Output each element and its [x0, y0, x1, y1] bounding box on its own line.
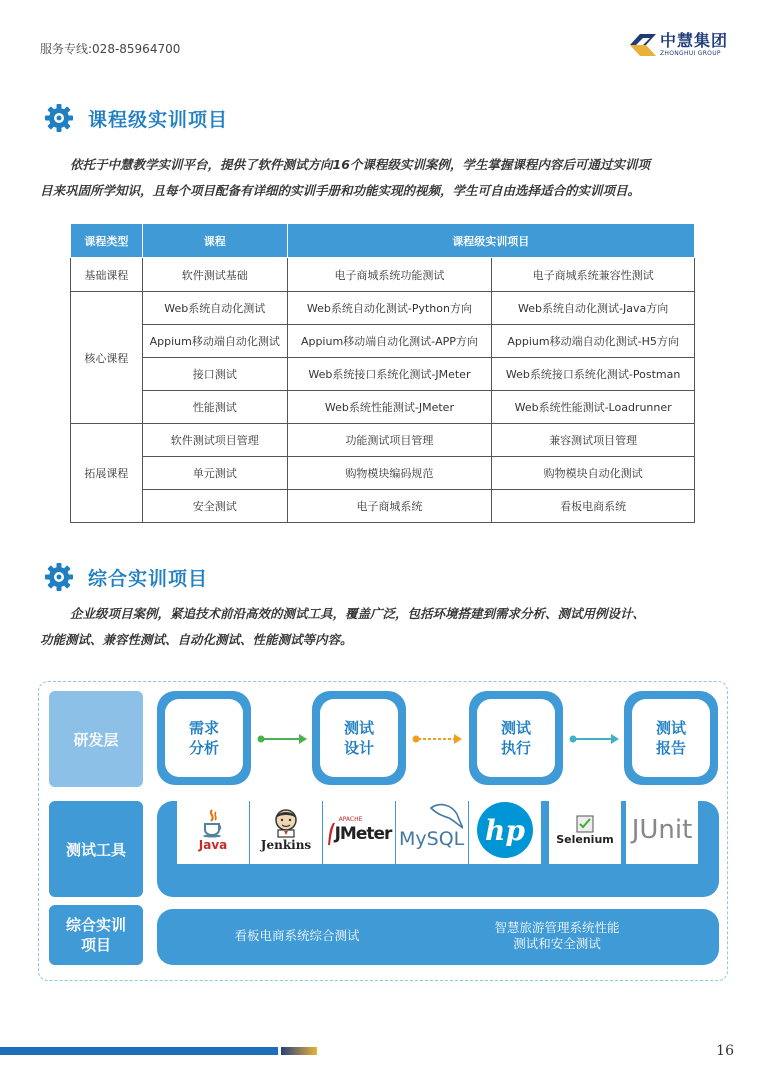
para-line: 企业级项目案例，紧追技术前沿高效的测试工具，覆盖广泛，包括环境搭建到需求分析、测试用例设计、: [70, 606, 646, 621]
selenium-logo: [549, 796, 621, 864]
course-cell: 安全测试: [142, 490, 287, 523]
logo-en: ZHONGHUI GROUP: [659, 50, 721, 57]
table-row: [71, 325, 695, 358]
section-title-integrated: [44, 562, 208, 592]
course-cell: 接口测试: [142, 358, 287, 391]
footer-bar-blue: [0, 1047, 278, 1055]
layer-label-line: 综合实训: [65, 916, 126, 934]
table-row: [71, 490, 695, 523]
logo-cn: 中慧集团: [659, 31, 728, 50]
layer-label-tools: 测试工具: [49, 801, 143, 897]
arrow-right-icon: [257, 733, 307, 745]
hp-logo: [469, 796, 541, 864]
java-label: Java: [198, 838, 228, 852]
logo-mark-icon: [630, 34, 656, 56]
layer-label-dev: 研发层: [49, 691, 143, 787]
step-design: [312, 691, 406, 785]
project-cell: Appium移动端自动化测试-APP方向: [287, 325, 492, 358]
project-cell: 看板电商系统: [492, 490, 695, 523]
section2-paragraph: [40, 601, 730, 653]
table-row: [71, 391, 695, 424]
project-cell: Web系统性能测试-Loadrunner: [492, 391, 695, 424]
table-row: [71, 457, 695, 490]
section1-paragraph: [40, 152, 730, 204]
step-requirements: [157, 691, 251, 785]
training-diagram: [38, 681, 728, 981]
step-text: 测试: [655, 719, 686, 737]
section-title-course: [44, 103, 228, 133]
step-report: [624, 691, 718, 785]
selenium-se-icon: [576, 815, 594, 833]
course-cell: Web系统自动化测试: [142, 292, 287, 325]
project-cell: 电子商城系统功能测试: [287, 258, 492, 292]
step-text: 报告: [655, 739, 686, 757]
step-text: 需求: [188, 719, 219, 737]
project-cell: Web系统接口系统化测试-JMeter: [287, 358, 492, 391]
jmeter-apache-label: APACHE: [338, 815, 363, 823]
table-row: [71, 258, 695, 292]
course-type-cell: 核心课程: [71, 292, 143, 424]
jmeter-feather-icon: [327, 823, 335, 845]
project-cell: 电子商城系统兼容性测试: [492, 258, 695, 292]
course-table: [70, 223, 695, 523]
project-cell: 兼容测试项目管理: [492, 424, 695, 457]
company-logo: [630, 33, 728, 57]
arrow-right-icon: [412, 733, 462, 745]
course-cell: 单元测试: [142, 457, 287, 490]
footer-bar-accent: [281, 1047, 317, 1055]
project-cell: 购物模块编码规范: [287, 457, 492, 490]
table-row: [71, 424, 695, 457]
arrow-right-icon: [569, 733, 619, 745]
junit-label: JUnit: [631, 815, 693, 845]
table-row: [71, 358, 695, 391]
step-text: 分析: [188, 739, 219, 757]
course-cell: 软件测试基础: [142, 258, 287, 292]
step-text: 执行: [500, 739, 531, 757]
mysql-label: MySQL: [399, 828, 465, 850]
jenkins-butler-icon: [272, 808, 300, 838]
para-line: 依托于中慧教学实训平台，提供了软件测试方向16个课程级实训案例，学生掌握课程内容后可通过实训项: [70, 157, 650, 172]
step-text: 测试: [343, 719, 374, 737]
project-cell: Web系统接口系统化测试-Postman: [492, 358, 695, 391]
project-cell: 购物模块自动化测试: [492, 457, 695, 490]
course-cell: 软件测试项目管理: [142, 424, 287, 457]
selenium-label: Selenium: [556, 832, 614, 846]
project-tourism: [457, 920, 657, 952]
jenkins-label: Jenkins: [260, 838, 312, 852]
jenkins-logo: [250, 796, 322, 864]
hp-label: hp: [485, 813, 525, 847]
table-header: 课程级实训项目: [287, 224, 694, 258]
project-line: 测试和安全测试: [513, 936, 601, 951]
course-cell: Appium移动端自动化测试: [142, 325, 287, 358]
table-header: 课程类型: [71, 224, 143, 258]
course-cell: 性能测试: [142, 391, 287, 424]
section-title-text: 综合实训项目: [88, 567, 209, 590]
project-cell: Appium移动端自动化测试-H5方向: [492, 325, 695, 358]
table-header: 课程: [142, 224, 287, 258]
project-cell: Web系统性能测试-JMeter: [287, 391, 492, 424]
project-cell: Web系统自动化测试-Python方向: [287, 292, 492, 325]
jmeter-logo: [323, 796, 395, 864]
para-line: 功能测试、兼容性测试、自动化测试、性能测试等内容。: [40, 632, 353, 647]
course-type-cell: 拓展课程: [71, 424, 143, 523]
step-text: 测试: [500, 719, 531, 737]
step-execution: [469, 691, 563, 785]
step-text: 设计: [343, 739, 374, 757]
section-title-text: 课程级实训项目: [88, 108, 229, 131]
table-header-row: [71, 224, 695, 258]
project-cell: 电子商城系统: [287, 490, 492, 523]
junit-logo: [626, 796, 698, 864]
para-line: 目来巩固所学知识，且每个项目配备有详细的实训手册和功能实现的视频，学生可自由选择适合的实训项目。: [40, 183, 641, 198]
project-cell: Web系统自动化测试-Java方向: [492, 292, 695, 325]
project-kanban: 看板电商系统综合测试: [234, 928, 360, 943]
gear-icon: [44, 562, 74, 592]
page-number: 16: [716, 1043, 734, 1059]
java-cup-icon: [200, 808, 226, 838]
table-row: [71, 292, 695, 325]
service-hotline: 服务专线:028-85964700: [40, 42, 181, 56]
mysql-logo: [396, 796, 468, 864]
project-line: 智慧旅游管理系统性能: [494, 920, 620, 935]
gear-icon: [44, 103, 74, 133]
project-cell: 功能测试项目管理: [287, 424, 492, 457]
jmeter-label: JMeter: [334, 823, 392, 844]
java-logo: [177, 796, 249, 864]
layer-label-line: 项目: [80, 936, 111, 954]
course-type-cell: 基础课程: [71, 258, 143, 292]
layer-label-projects: [49, 905, 143, 965]
